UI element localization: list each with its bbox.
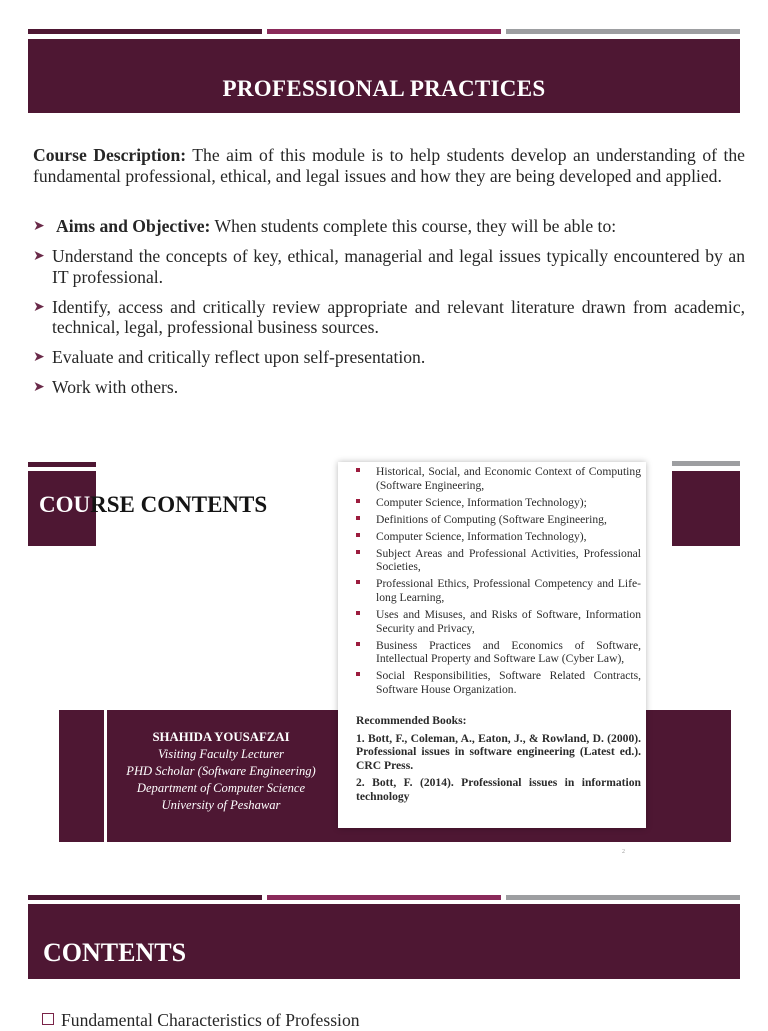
top-accent-bar-rose (267, 29, 501, 34)
list-item (33, 347, 745, 368)
topic-text: Professional Ethics, Professional Competency and Life-long Learning, (376, 577, 641, 604)
page-number: 2 (622, 849, 625, 855)
arrow-bullet-icon: ➤ (33, 219, 45, 234)
recommended-books (356, 714, 641, 807)
list-item (33, 377, 745, 398)
list-item (42, 1010, 360, 1031)
list-item (33, 216, 745, 237)
topic-text: Uses and Misuses, and Risks of Software, Information Security and Privacy, (376, 608, 641, 635)
topic-text: Computer Science, Information Technology), (376, 529, 587, 543)
objectives-list (33, 216, 745, 407)
topic-text: Business Practices and Economics of Software, Intellectual Property and Software Law (Cyber Law), (376, 638, 641, 666)
list-item (355, 513, 641, 527)
square-bullet-icon (356, 516, 360, 520)
square-bullet-icon (356, 611, 360, 615)
arrow-bullet-icon: ➤ (33, 380, 45, 395)
list-item (355, 496, 641, 510)
presenter-info (108, 729, 334, 814)
topic-text: Subject Areas and Professional Activities, Professional Societies, (376, 546, 641, 574)
book-entry: 2. Bott, F. (2014). Professional issues in information technology (356, 776, 641, 803)
square-bullet-icon (356, 499, 360, 503)
presenter-university: University of Peshawar (161, 798, 281, 812)
course-contents-title (39, 492, 267, 518)
checkbox-bullet-icon (42, 1013, 54, 1025)
list-item (355, 577, 641, 604)
top-accent-bar-grey (506, 895, 740, 900)
presenter-department: Department of Computer Science (136, 781, 306, 795)
topic-text: Social Responsibilities, Software Related Contracts, Software House Organization. (376, 669, 641, 696)
course-description (33, 145, 745, 186)
square-bullet-icon (356, 642, 360, 646)
description-text: The aim of this module is to help students develop an understanding of the fundamental professional, ethical, and legal issues and how they are being developed and applied. (33, 145, 745, 186)
list-item (33, 246, 745, 287)
aims-label: Aims and Objective: (56, 216, 211, 236)
topic-text: Computer Science, Information Technology); (376, 495, 587, 509)
band-divider (104, 710, 107, 842)
slide-title: PROFESSIONAL PRACTICES (222, 76, 546, 101)
books-heading: Recommended Books: (356, 714, 467, 727)
top-accent-bar-rose (267, 895, 501, 900)
contents-title: CONTENTS (43, 938, 187, 967)
contents-item-text: Fundamental Characteristics of Profession (61, 1010, 360, 1030)
list-item (355, 465, 641, 492)
list-item (355, 530, 641, 544)
list-item (33, 297, 745, 338)
square-bullet-icon (356, 550, 360, 554)
title-part-dark: RSE CONTENTS (90, 492, 268, 517)
aims-text: When students complete this course, they will be able to: (210, 216, 617, 236)
objective-text: Evaluate and critically reflect upon self-presentation. (52, 347, 426, 367)
list-item (355, 608, 641, 635)
objective-text: Identify, access and critically review appropriate and relevant literature drawn from academic, technical, legal, professional business sources. (52, 296, 745, 337)
list-item (355, 639, 641, 666)
arrow-bullet-icon: ➤ (33, 249, 45, 264)
description-label: Course Description: (33, 145, 187, 165)
left-accent-bar (28, 462, 96, 467)
top-accent-bar-grey (506, 29, 740, 34)
list-item (355, 547, 641, 574)
square-bullet-icon (356, 533, 360, 537)
objective-text: Understand the concepts of key, ethical, managerial and legal issues typically encountered by an IT professional. (52, 246, 745, 287)
arrow-bullet-icon: ➤ (33, 350, 45, 365)
title-part-white: COU (39, 492, 91, 517)
presenter-scholar: PHD Scholar (Software Engineering) (126, 764, 316, 778)
topic-text: Definitions of Computing (Software Engineering, (376, 512, 607, 526)
list-item (355, 669, 641, 696)
topics-list (355, 465, 641, 700)
square-bullet-icon (356, 468, 360, 472)
presenter-role: Visiting Faculty Lecturer (158, 747, 284, 761)
top-accent-bar-dark (28, 29, 262, 34)
topic-text: Historical, Social, and Economic Context of Computing (Software Engineering, (376, 465, 641, 492)
right-grey-bar (672, 461, 740, 466)
arrow-bullet-icon: ➤ (33, 299, 45, 315)
top-accent-bar-dark (28, 895, 262, 900)
square-bullet-icon (356, 672, 360, 676)
presenter-name: SHAHIDA YOUSAFZAI (152, 730, 290, 744)
objective-text: Work with others. (52, 377, 179, 397)
right-accent-block (672, 471, 740, 546)
book-entry: 1. Bott, F., Coleman, A., Eaton, J., & Rowland, D. (2000). Professional issues in software engineering (Latest ed.). CRC Press. (356, 731, 641, 772)
square-bullet-icon (356, 580, 360, 584)
